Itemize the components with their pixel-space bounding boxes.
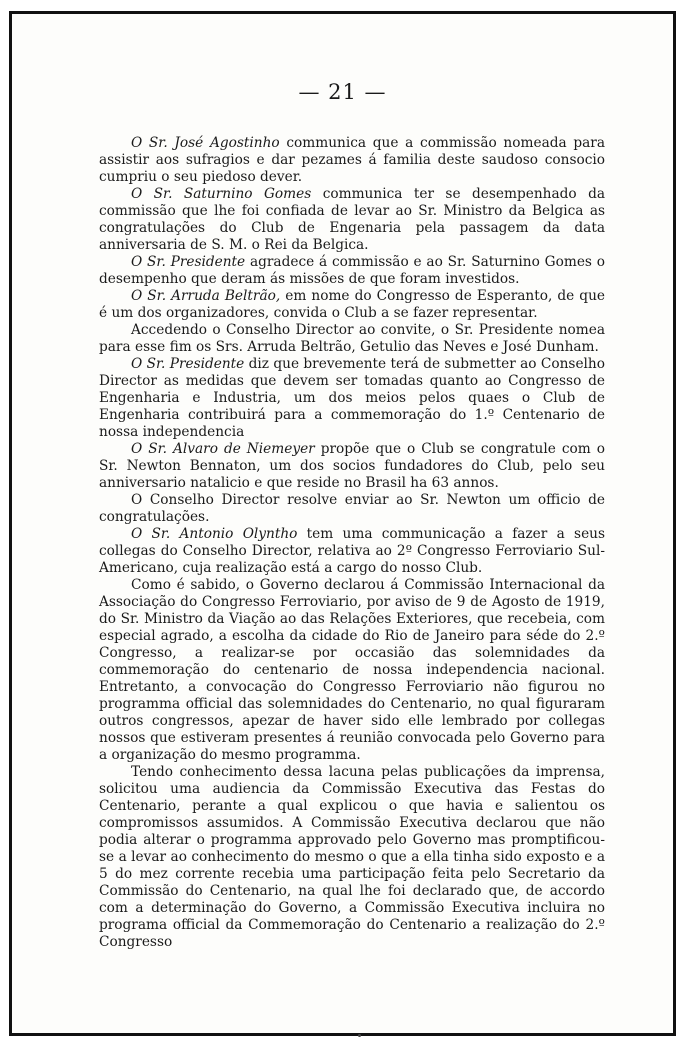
paragraph-text: tem uma communicação a fazer a seus collegas do Conselho Director, relativa ao 2º Congresso Ferroviario Sul-Americano, cuja realização está a cargo do nosso Club. xyxy=(99,526,606,576)
paragraph xyxy=(99,526,605,577)
paragraph xyxy=(99,135,605,186)
paragraph-text: em nome do Congresso de Esperanto, de que é um dos organizadores, convida o Club a se fazer representar. xyxy=(99,288,605,321)
paragraph xyxy=(99,441,605,492)
speaker-name: O Sr. Presidente xyxy=(131,356,245,372)
paragraph xyxy=(99,577,605,764)
speaker-name: O Sr. Arruda Beltrão, xyxy=(131,288,281,304)
paragraph xyxy=(99,254,605,288)
speaker-name: O Sr. Saturnino Gomes xyxy=(131,186,312,202)
speaker-name: O Sr. Antonio Olyntho xyxy=(131,526,298,542)
paragraph-text: O Conselho Director resolve enviar ao Sr. Newton um officio de congratulações. xyxy=(99,492,605,525)
print-speck xyxy=(358,1034,361,1037)
paragraph xyxy=(99,322,605,356)
paragraph xyxy=(99,356,605,441)
paragraph-text: Como é sabido, o Governo declarou á Commissão Internacional da Associação do Congresso Ferroviario, por aviso de 9 de Agosto de 1919, do Sr. Ministro da Viação ao das Relações Exteriores, que recebeia, com especial agrado, a escolha da cidade do Rio de Janeiro para séde do 2.º Congresso, a realizar-se por occasião das solemnidades da commemoração do centenario de nossa independencia nacional. Entretanto, a convocação do Congresso Ferroviario não figurou no programma official das solemnidades do Centenario, no qual figuraram outros congressos, apezar de haver sido elle lembrado por collegas nossos que estiveram presentes á reunião convocada pelo Governo para a organização do mesmo programma. xyxy=(99,577,605,763)
paragraph xyxy=(99,492,605,526)
page-number: — 21 — xyxy=(298,80,387,104)
paragraph xyxy=(99,764,605,951)
paragraph-text: communica ter se desempenhado da commissão que lhe foi confiada de levar ao Sr. Ministro da Belgica as congratulações do Club de Engenaria pela passagem da data anniversaria de S. M. o Rei da Belgica. xyxy=(99,186,605,253)
paragraph xyxy=(99,288,605,322)
paragraph-text: propõe que o Club se congratule com o Sr. Newton Bennaton, um dos socios fundadores do Club, pelo seu anniversario natalicio e que reside no Brasil ha 63 annos. xyxy=(99,441,605,491)
paragraph-text: Accedendo o Conselho Director ao convite, o Sr. Presidente nomea para esse fim os Srs. Arruda Beltrão, Getulio das Neves e José Dunham. xyxy=(99,322,605,355)
paragraph-text: diz que brevemente terá de submetter ao Conselho Director as medidas que devem ser tomadas quanto ao Congresso de Engenharia e Industria, um dos meios pelos quaes o Club de Engenharia contribuirá para a commemoração do 1.º Centenario de nossa independencia xyxy=(99,356,605,440)
paragraph-text: agradece á commissão e ao Sr. Saturnino Gomes o desempenho que deram ás missões de que foram investidos. xyxy=(99,254,605,287)
paragraph xyxy=(99,186,605,254)
paragraph-text: communica que a commissão nomeada para assistir aos sufragios e dar pezames á familia deste saudoso consocio cumpriu o seu piedoso dever. xyxy=(99,135,605,185)
document-body xyxy=(99,135,605,951)
speaker-name: O Sr. Alvaro de Niemeyer xyxy=(131,441,315,457)
page-frame xyxy=(9,11,676,1036)
paragraph-text: Tendo conhecimento dessa lacuna pelas publicações da imprensa, solicitou uma audiencia da Commissão Executiva das Festas do Centenario, perante a qual explicou o que havia e salientou os compromissos assumidos. A Commissão Executiva declarou que não podia alterar o programma approvado pelo Governo mas promptificou-se a levar ao conhecimento do mesmo o que a ella tinha sido exposto e a 5 do mez corrente recebia uma participação feita pelo Secretario da Commissão do Centenario, na qual lhe foi declarado que, de accordo com a determinação do Governo, a Commissão Executiva incluira no programa official da Commemoração do Centenario a realização do 2.º Congresso xyxy=(99,764,605,950)
speaker-name: O Sr. José Agostinho xyxy=(131,135,280,151)
speaker-name: O Sr. Presidente xyxy=(131,254,246,270)
